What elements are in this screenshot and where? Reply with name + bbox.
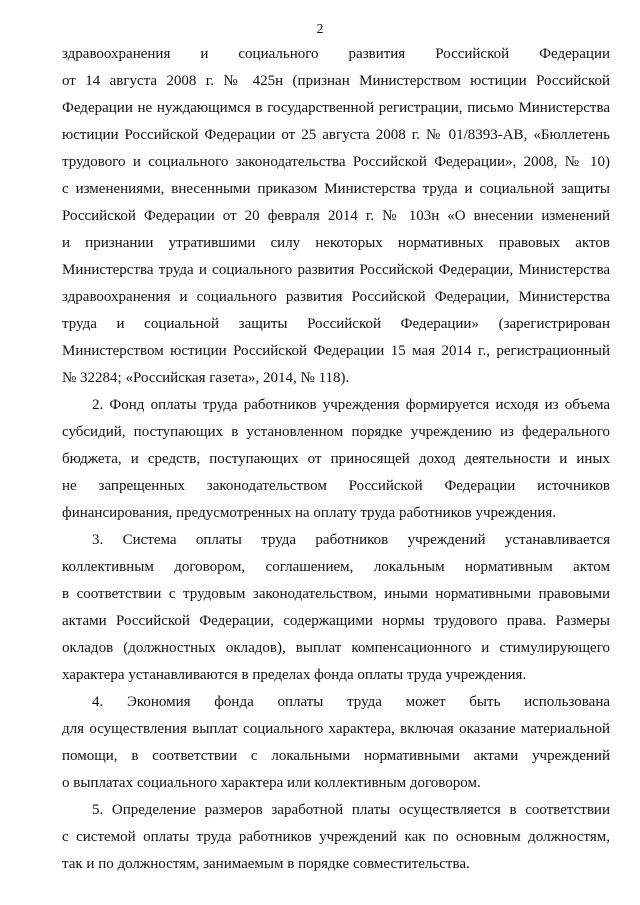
text-line: коллективным договором, соглашением, локальным нормативным актом <box>62 559 610 575</box>
text-line: характера устанавливаются в пределах фонда оплаты труда учреждения. <box>62 667 527 683</box>
page-number: 2 <box>316 22 324 37</box>
text-line: и признании утратившими силу некоторых нормативных правовых актов <box>62 235 610 251</box>
text-line: Федерации не нуждающимся в государственной регистрации, письмо Министерства <box>62 100 610 116</box>
text-line: так и по должностям, занимаемым в порядке совместительства. <box>62 856 470 872</box>
paragraph-5-first-line: 5. Определение размеров заработной платы осуществляется в соответствии <box>92 802 610 818</box>
text-line: Министерства труда и социального развития Российской Федерации, Министерства <box>62 262 610 278</box>
text-line: трудового и социального законодательства Российской Федерации», 2008, № 10) <box>62 154 610 170</box>
paragraph-2-first-line: 2. Фонд оплаты труда работников учреждения формируется исходя из объема <box>92 397 610 413</box>
text-line: Министерством юстиции Российской Федерации 15 мая 2014 г., регистрационный <box>62 343 610 359</box>
text-line: здравоохранения и социального развития Российской Федерации, Министерства <box>62 289 610 305</box>
text-line: № 32284; «Российская газета», 2014, № 118). <box>62 370 350 386</box>
text-line: окладов (должностных окладов), выплат компенсационного и стимулирующего <box>62 640 610 656</box>
text-line: юстиции Российской Федерации от 25 августа 2008 г. № 01/8393-АВ, «Бюллетень <box>62 127 610 143</box>
text-line: от 14 августа 2008 г. № 425н (признан Министерством юстиции Российской <box>62 73 610 89</box>
text-line: субсидий, поступающих в установленном порядке учреждению из федерального <box>62 424 610 440</box>
text-line: труда и социальной защиты Российской Федерации» (зарегистрирован <box>62 316 610 332</box>
text-line: о выплатах социального характера или коллективным договором. <box>62 775 481 791</box>
text-line: с системой оплаты труда работников учреждений как по основным должностям, <box>62 829 610 845</box>
text-line: с изменениями, внесенными приказом Министерства труда и социальной защиты <box>62 181 610 197</box>
text-line: здравоохранения и социального развития Российской Федерации <box>62 46 610 62</box>
text-line: бюджета, и средств, поступающих от приносящей доход деятельности и иных <box>62 451 610 467</box>
text-line: Российской Федерации от 20 февраля 2014 г. № 103н «О внесении изменений <box>62 208 610 224</box>
text-line: актами Российской Федерации, содержащими нормы трудового права. Размеры <box>62 613 610 629</box>
text-line: помощи, в соответствии с локальными нормативными актами учреждений <box>62 748 610 764</box>
text-line: финансирования, предусмотренных на оплату труда работников учреждения. <box>62 505 557 521</box>
paragraph-4-first-line: 4. Экономия фонда оплаты труда может быть использована <box>92 694 610 710</box>
text-line: в соответствии с трудовым законодательством, иными нормативными правовыми <box>62 586 610 602</box>
paragraph-3-first-line: 3. Система оплаты труда работников учреждений устанавливается <box>92 532 610 548</box>
text-line: не запрещенных законодательством Российской Федерации источников <box>62 478 610 494</box>
text-line: для осуществления выплат социального характера, включая оказание материальной <box>62 721 610 737</box>
